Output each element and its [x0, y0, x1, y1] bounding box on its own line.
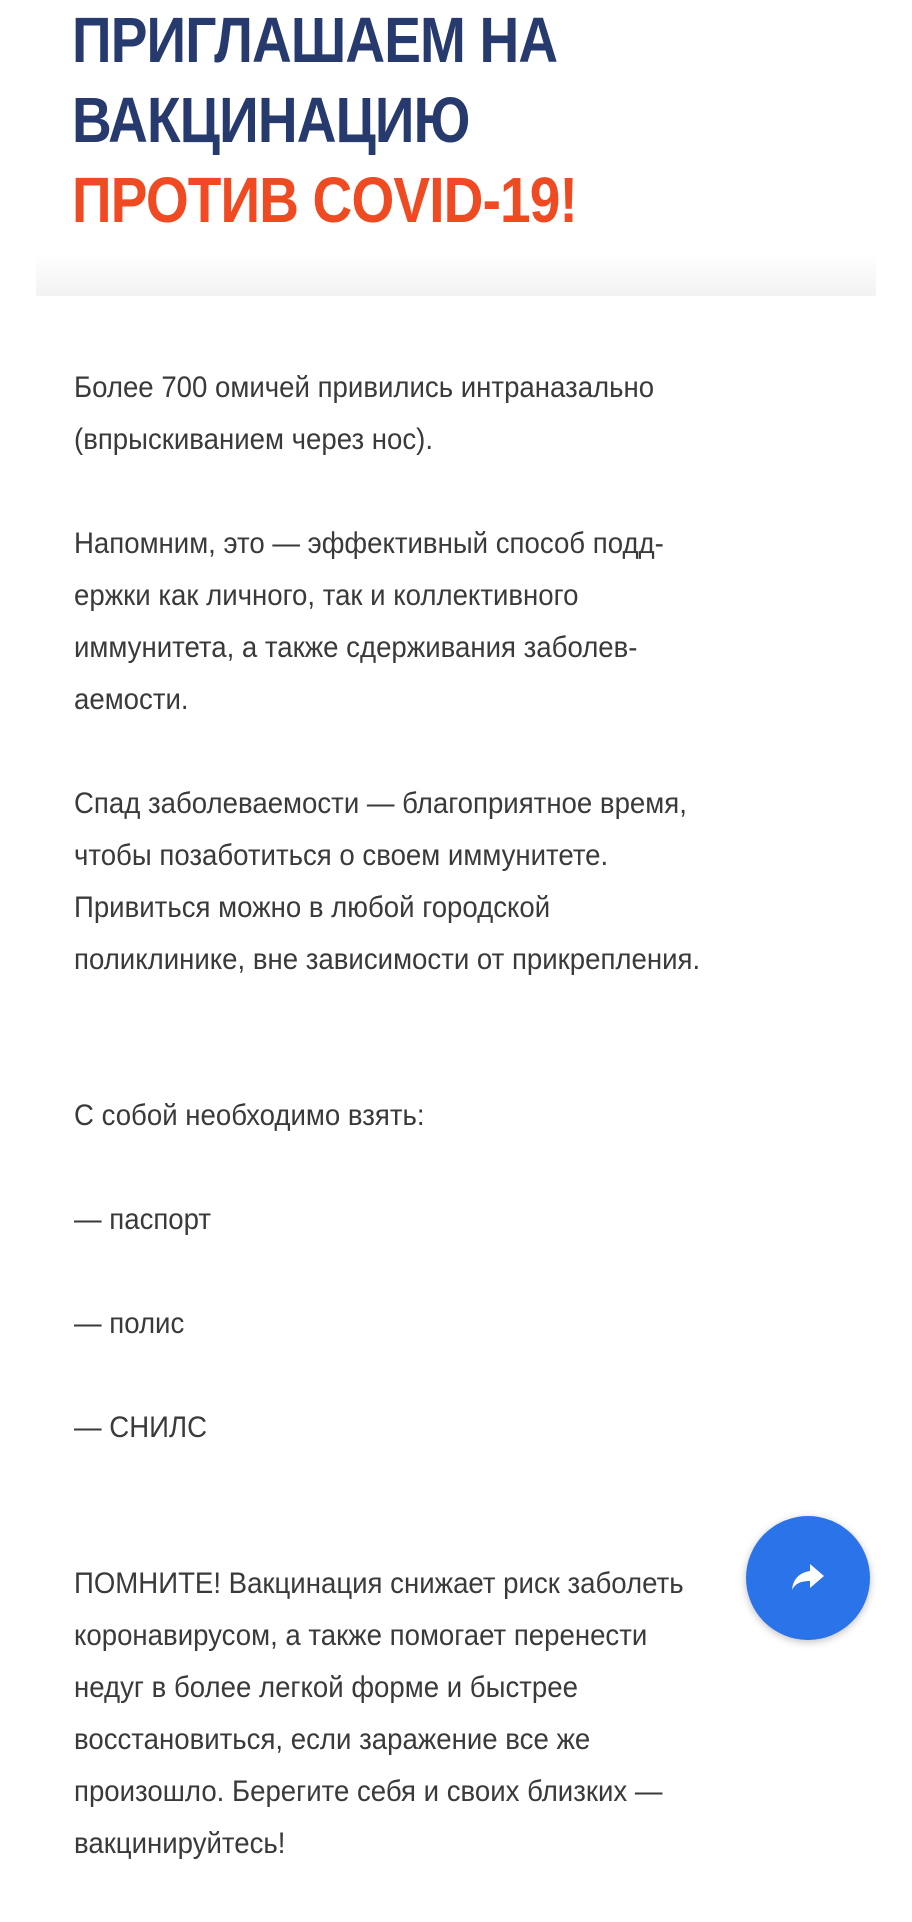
checklist-item-passport: — паспорт	[74, 1203, 212, 1236]
checklist-title: С собой необходимо взять:	[74, 1099, 425, 1132]
checklist-item-policy: — полис	[74, 1307, 185, 1340]
banner-headline	[72, 0, 577, 240]
article-body	[74, 362, 792, 1922]
headline-line-3: ПРОТИВ COVID-19!	[72, 164, 578, 236]
share-icon	[790, 1562, 826, 1592]
headline-line-1: ПРИГЛАШАЕМ НА	[72, 4, 558, 76]
checklist	[74, 1038, 792, 1506]
headline-line-2: ВАКЦИНАЦИЮ	[72, 84, 470, 156]
checklist-item-snils: — СНИЛС	[74, 1411, 208, 1444]
promo-banner	[0, 0, 912, 296]
article-paragraph-3: Спад заболеваемости — благоприятное время, чтобы позаботиться о своем иммунитете. Привиться можно в любой городской поликлинике, вне зависимости от прикрепления.	[74, 787, 701, 976]
article-paragraph-5: ПОМНИТЕ! Вакцинация снижает риск заболеть коронавирусом, а также помогает перенести недуг в более легкой форме и быстрее восстановиться, если заражение все же произошло. Берегите себя и своих близких — вакцинируйтесь!	[74, 1567, 684, 1860]
share-button[interactable]	[746, 1516, 870, 1640]
banner-shadow	[36, 254, 876, 296]
article-paragraph-1: Более 700 омичей привились интраназально (впрыскиванием через нос).	[74, 371, 655, 456]
article-paragraph-2: Напомним, это — эффективный способ подд- ержки как личного, так и коллективного иммунитета, а также сдерживания заболев- аемости.	[74, 527, 664, 716]
